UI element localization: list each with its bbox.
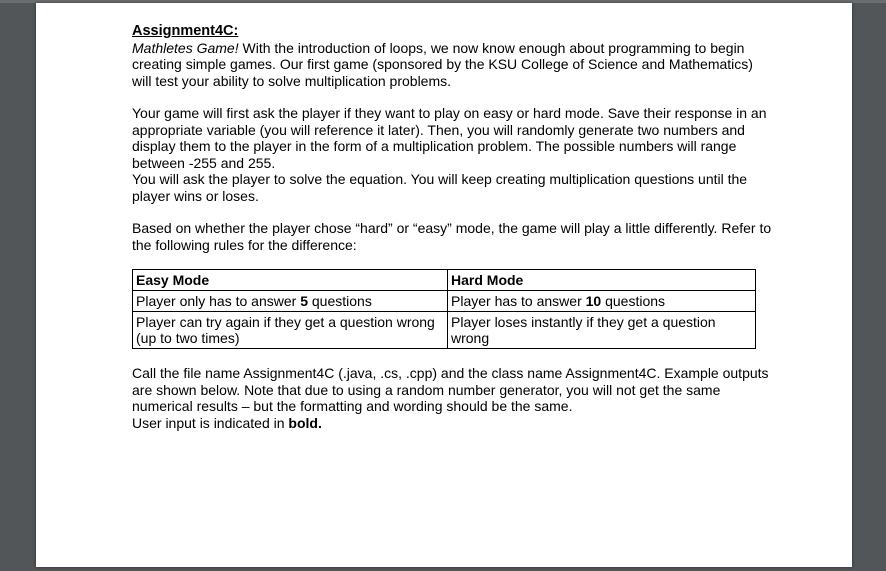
file-naming-paragraph: Call the file name Assignment4C (.java, .cs, .cpp) and the class name Assignment4C. Example outputs are shown below. Note that due to using a random number generator, you will not get the same numerical results – but the formatting and wording should be the same. bbox=[132, 365, 769, 414]
mode-rules-table bbox=[132, 269, 756, 349]
mode-difference-paragraph: Based on whether the player chose “hard” or “easy” mode, the game will play a little differently. Refer to the following rules for the difference: bbox=[132, 220, 772, 253]
intro-italic-lead: Mathletes Game! bbox=[132, 39, 239, 56]
hard-lose-cell: Player loses instantly if they get a question wrong bbox=[448, 312, 756, 349]
page-content bbox=[132, 23, 772, 431]
header-easy-mode: Easy Mode bbox=[133, 270, 448, 291]
intro-paragraph bbox=[132, 40, 772, 90]
note-text: User input is indicated in bbox=[132, 414, 289, 431]
easy-questions-cell bbox=[133, 291, 448, 312]
easy-retry-cell: Player can try again if they get a question wrong (up to two times) bbox=[133, 312, 448, 349]
note-bold: bold. bbox=[288, 414, 322, 431]
easy-question-count: 5 bbox=[300, 293, 308, 309]
header-hard-mode: Hard Mode bbox=[448, 270, 756, 291]
game-description-paragraph: Your game will first ask the player if they want to play on easy or hard mode. Save their response in an appropriate variable (you will reference it later). Then, you will randomly generate two numbers and display them to the player in the form of a multiplication problem. The possible numbers will range between -255 and 255. bbox=[132, 105, 767, 171]
hard-questions-cell bbox=[448, 291, 756, 312]
cell-text: questions bbox=[601, 293, 666, 309]
hard-question-count: 10 bbox=[585, 293, 602, 309]
assignment-heading: Assignment4C: bbox=[132, 23, 239, 39]
intro-text: With the introduction of loops, we now know enough about programming to begin creating simple games. Our first game (sponsored by the KSU College of Science and Mathematics) will test your ability to solve multiplication problems. bbox=[132, 39, 753, 89]
cell-text: Player only has to answer bbox=[136, 293, 301, 309]
table-row bbox=[133, 291, 756, 312]
table-header-row bbox=[133, 270, 756, 291]
solve-paragraph: You will ask the player to solve the equation. You will keep creating multiplication questions until the player wins or loses. bbox=[132, 171, 748, 204]
user-input-note bbox=[132, 415, 772, 432]
document-page bbox=[36, 3, 852, 567]
table-row bbox=[133, 312, 756, 349]
cell-text: questions bbox=[308, 293, 372, 309]
cell-text: Player has to answer bbox=[451, 293, 586, 309]
outro-section bbox=[132, 365, 772, 431]
